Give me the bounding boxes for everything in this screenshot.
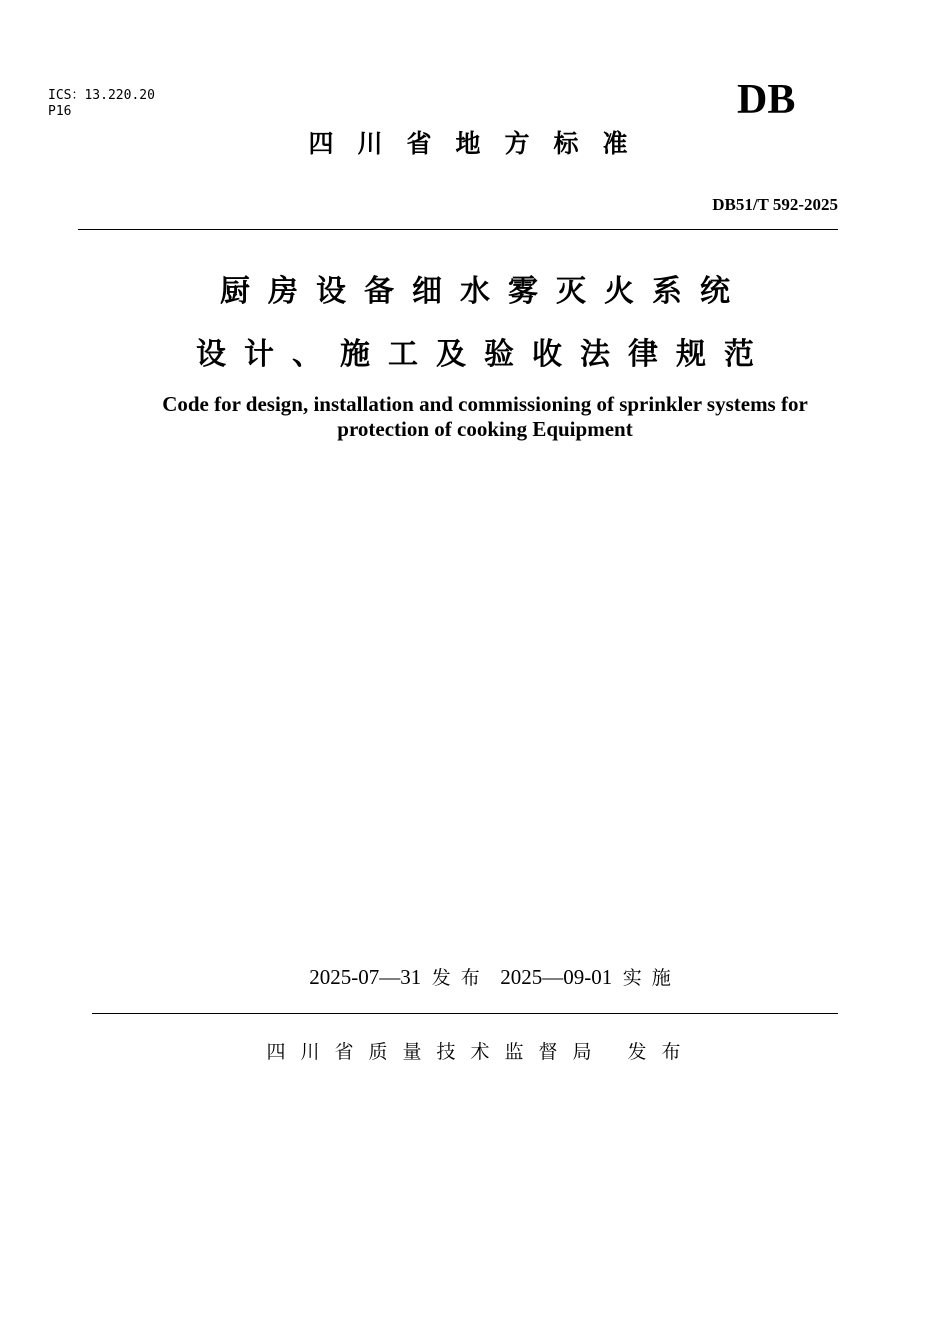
publish-label: 发布	[431, 967, 490, 989]
classification-codes	[48, 88, 155, 120]
ics-code: ICS：13.220.20	[48, 88, 155, 103]
effective-date: 2025—09-01	[500, 965, 613, 989]
date-line	[0, 963, 950, 992]
header-divider	[78, 229, 838, 230]
issuer-name: 四川省质量技术监督局	[266, 1041, 607, 1063]
standard-type-heading: 四川省地方标准	[308, 129, 652, 158]
issuer-line	[0, 1038, 950, 1066]
standard-number: DB51/T 592-2025	[712, 195, 838, 214]
publish-date: 2025-07—31	[309, 965, 422, 989]
category-code: P16	[48, 104, 72, 119]
title-english: Code for design, installation and commissioning of sprinkler systems for protection of cooking Equipment	[162, 392, 808, 441]
db-logo-mark: DB	[737, 77, 796, 123]
issuer-action: 发布	[627, 1041, 696, 1063]
title-chinese-line-1: 厨房设备细水雾灭火系统	[220, 274, 748, 309]
effective-label: 实施	[622, 967, 681, 989]
title-chinese-line-2: 设计、施工及验收法律规范	[196, 337, 772, 372]
footer-divider	[92, 1013, 838, 1014]
